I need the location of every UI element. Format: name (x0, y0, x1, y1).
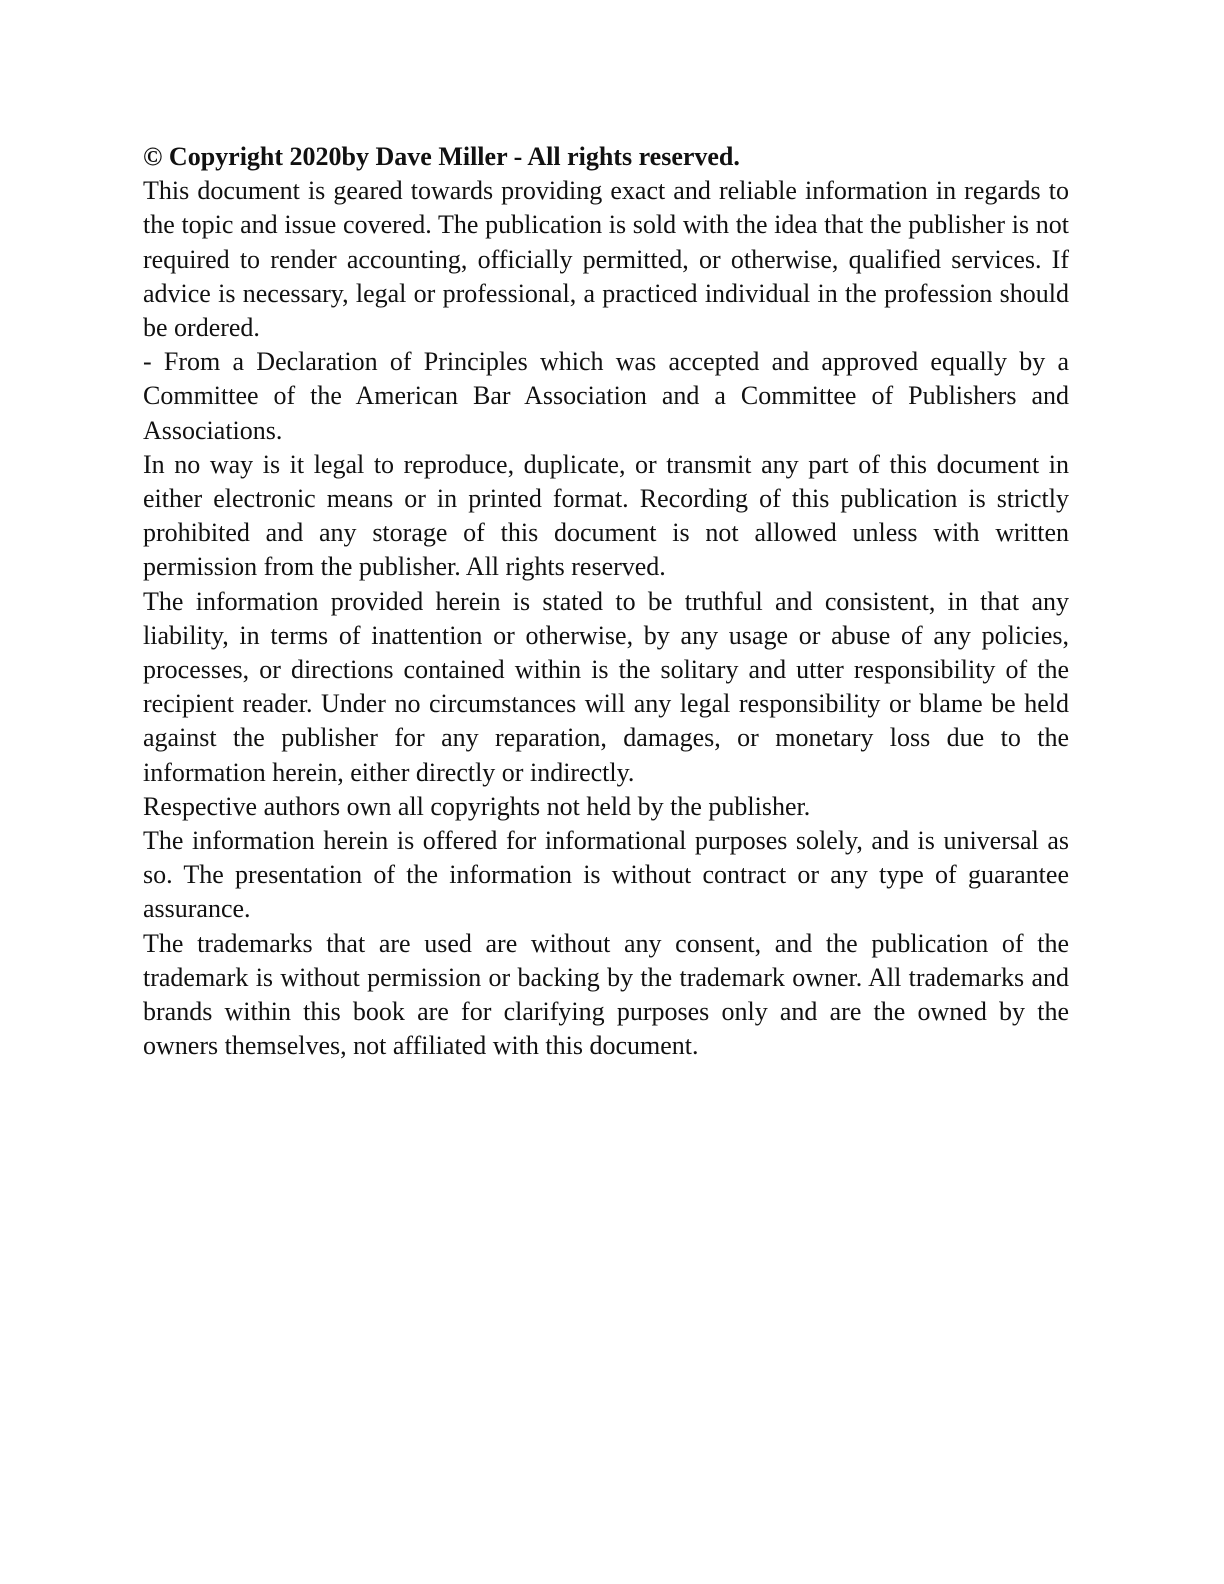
paragraph-informational: The information herein is offered for informational purposes solely, and is universal as so. The presentation of the information is without contract or any type of guarantee assurance. (143, 826, 1069, 924)
paragraph-trademarks: The trademarks that are used are without any consent, and the publication of the trademark is without permission or backing by the trademark owner. All trademarks and brands within this book are for clarifying purposes only and are the owned by the owners themselves, not affiliated with this document. (143, 928, 1069, 1061)
copyright-title: © Copyright 2020by Dave Miller - All rights reserved. (143, 142, 740, 171)
paragraph-copyrights: Respective authors own all copyrights not held by the publisher. (143, 791, 811, 821)
document-page (143, 140, 1069, 1063)
paragraph-reproduction: In no way is it legal to reproduce, duplicate, or transmit any part of this document in either electronic means or in printed format. Recording of this publication is strictly prohibited and any storage of this document is not allowed unless with written permission from the publisher. All rights reserved. (143, 449, 1069, 582)
paragraph-liability: The information provided herein is stated to be truthful and consistent, in that any liability, in terms of inattention or otherwise, by any usage or abuse of any policies, processes, or directions contained within is the solitary and utter responsibility of the recipient reader. Under no circumstances will any legal responsibility or blame be held against the publisher for any reparation, damages, or monetary loss due to the information herein, either directly or indirectly. (143, 586, 1069, 787)
paragraph-disclaimer: This document is geared towards providing exact and reliable information in regards to the topic and issue covered. The publication is sold with the idea that the publisher is not required to render accounting, officially permitted, or otherwise, qualified services. If advice is necessary, legal or professional, a practiced individual in the profession should be ordered. (143, 176, 1069, 343)
paragraph-declaration: - From a Declaration of Principles which was accepted and approved equally by a Committee of the American Bar Association and a Committee of Publishers and Associations. (143, 347, 1069, 445)
